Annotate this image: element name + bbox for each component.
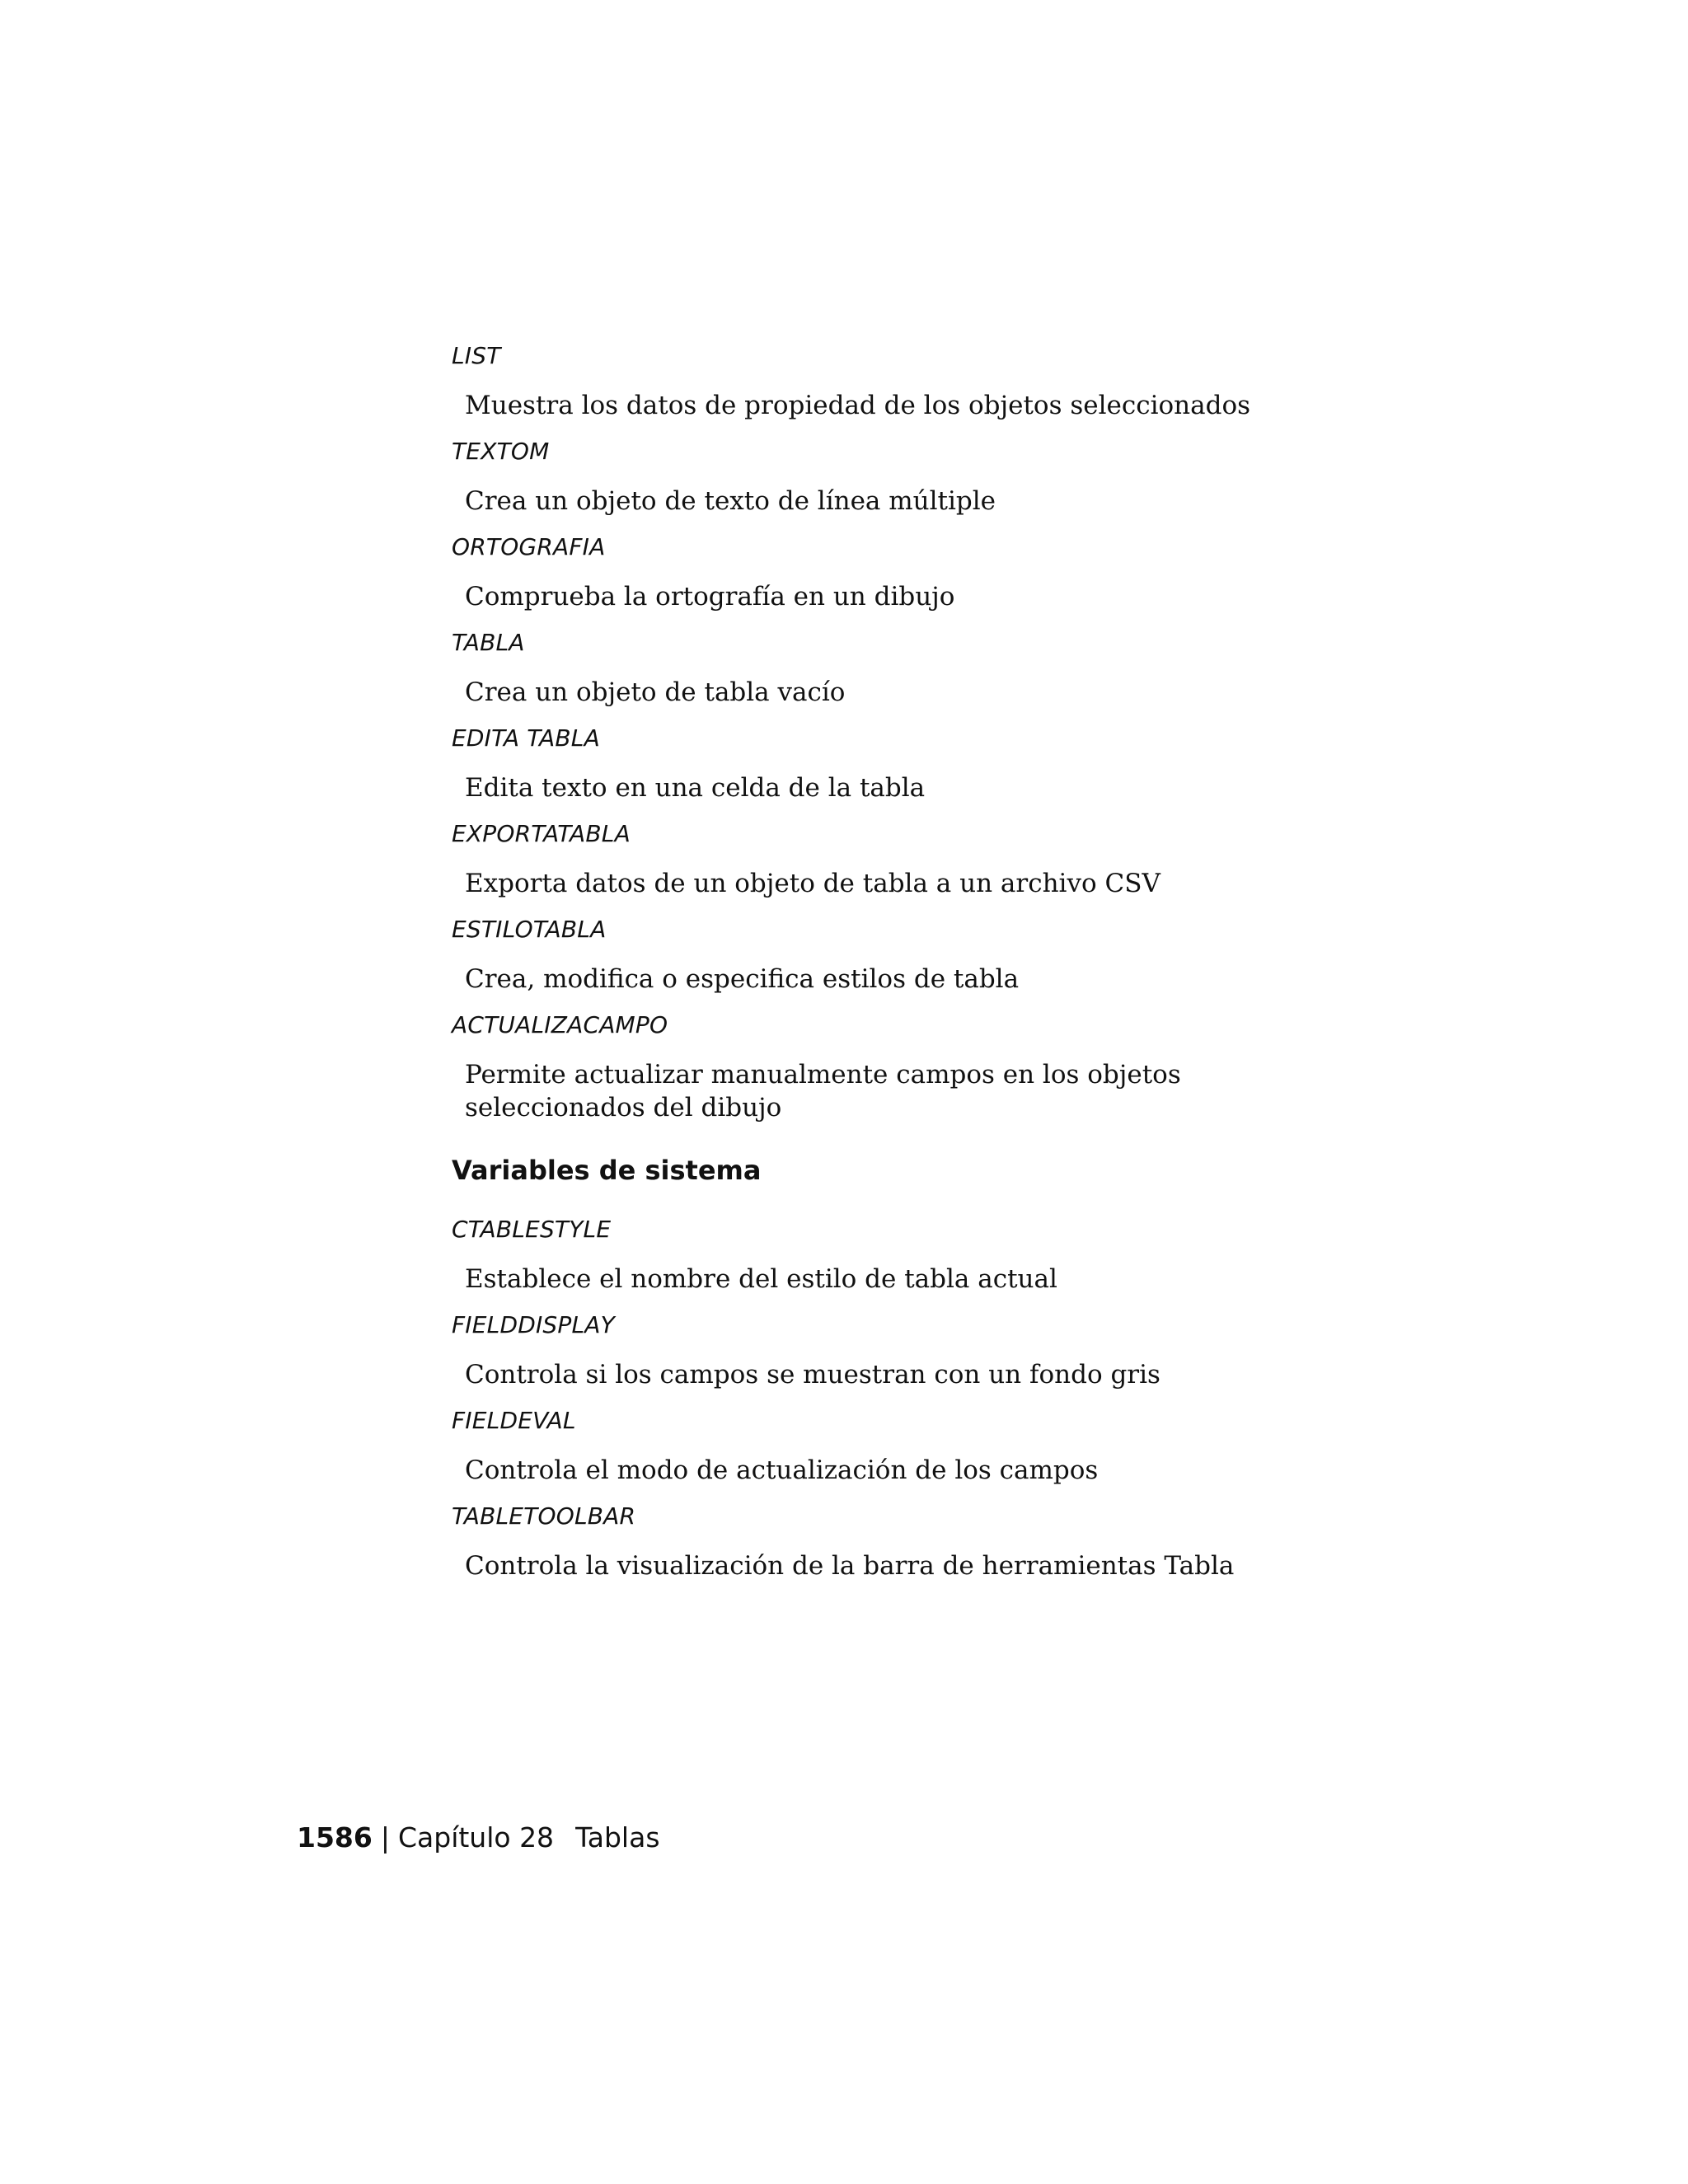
command-term: EXPORTATABLA [452,820,631,847]
page-content [452,340,1358,1596]
variable-term: FIELDDISPLAY [452,1311,615,1338]
chapter-label: Capítulo 28 [397,1821,555,1854]
variable-description: Controla si los campos se muestran con un fondo gris [465,1360,1160,1390]
system-variable-list [452,1213,1358,1582]
command-description: Permite actualizar manualmente campos en los objetos seleccionados del dibujo [465,1060,1181,1122]
page-number: 1586 [297,1821,373,1854]
footer-separator: | [380,1821,390,1854]
command-term: LIST [452,342,501,369]
command-description: Exporta datos de un objeto de tabla a un archivo CSV [465,869,1160,898]
variable-description: Establece el nombre del estilo de tabla actual [465,1264,1057,1294]
variable-term: FIELDEVAL [452,1407,576,1434]
command-description: Crea, modifica o especifica estilos de tabla [465,964,1020,994]
variable-description: Controla el modo de actualización de los campos [465,1455,1099,1485]
command-description: Edita texto en una celda de la tabla [465,773,926,803]
command-term: ORTOGRAFIA [452,533,606,560]
variable-description: Controla la visualización de la barra de herramientas Tabla [465,1551,1235,1581]
command-description: Comprueba la ortografía en un dibujo [465,582,955,612]
command-term: ESTILOTABLA [452,916,607,943]
command-description: Crea un objeto de texto de línea múltiple [465,486,996,516]
command-list [452,340,1358,1124]
page-footer [297,1820,660,1856]
command-term: TABLA [452,629,525,656]
section-heading: Variables de sistema [452,1155,762,1186]
command-description: Muestra los datos de propiedad de los objetos seleccionados [465,391,1251,420]
command-term: EDITA TABLA [452,724,600,752]
command-term: TEXTOM [452,438,550,465]
command-description: Crea un objeto de tabla vacío [465,677,846,707]
command-term: ACTUALIZACAMPO [452,1011,668,1038]
variable-term: TABLETOOLBAR [452,1502,636,1530]
chapter-title: Tablas [575,1821,660,1854]
variable-term: CTABLESTYLE [452,1216,612,1243]
